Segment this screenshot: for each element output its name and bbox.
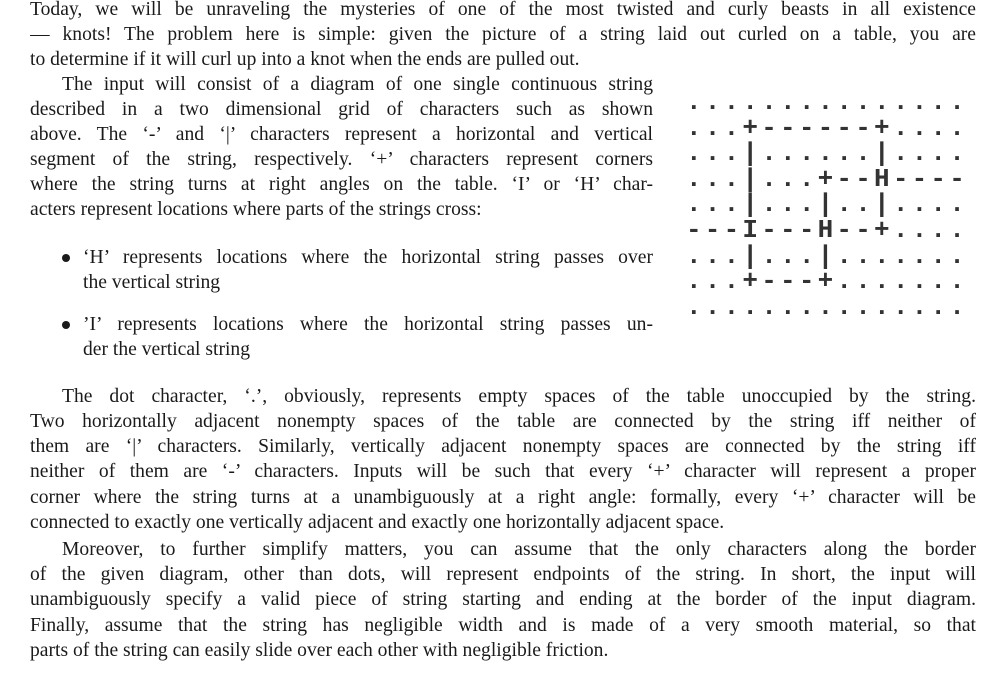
diagram-row: ............... <box>686 87 969 117</box>
bullet-icon <box>62 321 70 329</box>
diagram-row: ...+---+....... <box>686 266 969 297</box>
paragraph4-line: parts of the string can easily slide over each other with negligible friction. <box>30 640 609 661</box>
paragraph3-line: Two horizontally adjacent nonempty spaces of the table are connected by the string iff neither of <box>30 411 976 432</box>
paragraph2-line: above. The ‘-’ and ‘|’ characters represent a horizontal and vertical <box>30 124 653 145</box>
diagram-row: ...|...|....... <box>686 240 969 271</box>
paragraph3-line: corner where the string turns at a unambiguously at a right angle: formally, every ‘+’ character will be <box>30 487 976 508</box>
paragraph1-line: — knots! The problem here is simple: given the picture of a string laid out curled on a table, you are <box>30 24 976 45</box>
paragraph2-line: where the string turns at right angles on the table. ‘I’ or ‘H’ char- <box>30 174 653 195</box>
bullet-icon <box>62 254 70 262</box>
bullet-item-line: ‘H’ represents locations where the horizontal string passes over <box>83 247 653 268</box>
paragraph3-line: neither of them are ‘-’ characters. Inputs will be such that every ‘+’ character will represent a proper <box>30 461 976 482</box>
paragraph3-line: The dot character, ‘.’, obviously, represents empty spaces of the table unoccupied by the string. <box>62 386 976 407</box>
diagram-row: ...|...|..|.... <box>686 189 969 220</box>
paragraph2-line: described in a two dimensional grid of characters such as shown <box>30 99 653 120</box>
string-diagram <box>686 87 976 322</box>
paragraph4-line: Finally, assume that the string has negligible width and is made of a very smooth material, so that <box>30 615 976 636</box>
diagram-row: ...|...+--H---- <box>686 163 969 194</box>
bullet-item-line: der the vertical string <box>83 339 251 360</box>
paragraph1-line: Today, we will be unraveling the mysteries of one of the most twisted and curly beasts in all existence <box>30 0 976 20</box>
bullet-item-line: ’I’ represents locations where the horizontal string passes un- <box>83 314 653 335</box>
diagram-row: ...|......|.... <box>686 138 969 169</box>
paragraph1-line: to determine if it will curl up into a knot when the ends are pulled out. <box>30 49 580 70</box>
paragraph2-line: acters represent locations where parts of the strings cross: <box>30 199 482 220</box>
paragraph2-line: The input will consist of a diagram of one single continuous string <box>62 74 653 95</box>
paragraph3-line: them are ‘|’ characters. Similarly, vertically adjacent nonempty spaces are connected by the string iff <box>30 436 976 457</box>
paragraph4-line: of the given diagram, other than dots, will represent endpoints of the string. In short, the input will <box>30 564 976 585</box>
paragraph4-line: Moreover, to further simplify matters, you can assume that the only characters along the border <box>62 539 976 560</box>
paragraph2-line: segment of the string, respectively. ‘+’ characters represent corners <box>30 149 653 170</box>
diagram-row: ...+------+.... <box>686 112 969 143</box>
paragraph3-line: connected to exactly one vertically adjacent and exactly one horizontally adjacent space. <box>30 512 725 533</box>
diagram-row: ---I---H--+.... <box>686 214 969 245</box>
diagram-row: ............... <box>686 291 969 322</box>
bullet-item-line: the vertical string <box>83 272 221 293</box>
paragraph4-line: unambiguously specify a valid piece of string starting and ending at the border of the input diagram. <box>30 589 976 610</box>
